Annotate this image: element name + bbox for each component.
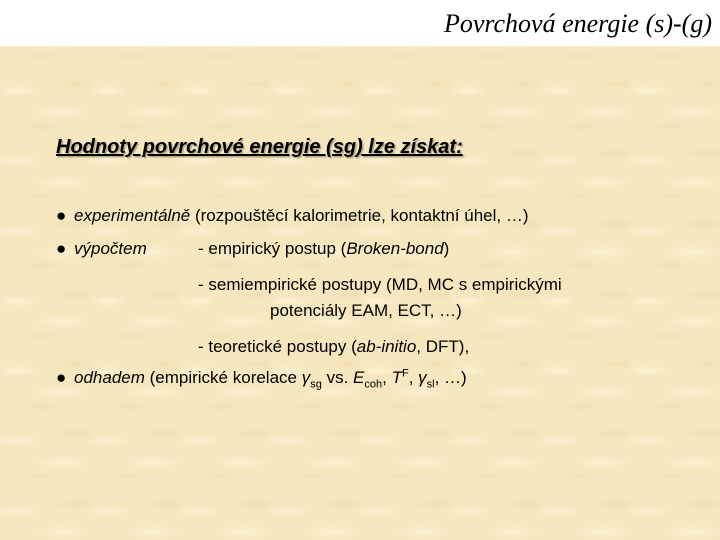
theory-prefix: - teoretické postupy ( — [198, 337, 357, 356]
temperature-symbol: T — [391, 368, 402, 387]
empirical-method — [198, 238, 449, 260]
experimental-detail: (rozpouštěcí kalorimetrie, kontaktní úhel, …) — [190, 206, 529, 225]
computational-label: výpočtem — [74, 239, 147, 258]
theory-suffix: , DFT), — [416, 337, 470, 356]
estimate-label: odhadem — [74, 368, 145, 387]
subscript-sl: sl — [426, 378, 435, 391]
gamma-symbol: γ — [418, 368, 427, 387]
subscript-coh: coh — [364, 378, 383, 391]
semiempirical-method-line2: potenciály EAM, ECT, …) — [270, 301, 462, 320]
bullet-computational — [56, 238, 147, 260]
theory-term: ab-initio — [356, 337, 417, 356]
bullet-icon: ● — [56, 368, 67, 387]
gamma-symbol: γ — [301, 368, 311, 387]
energy-symbol: E — [353, 368, 365, 387]
empirical-term: Broken-bond — [346, 239, 444, 258]
bullet-estimate — [56, 367, 467, 389]
bullet-experimental — [56, 205, 529, 227]
semiempirical-method-line1: - semiempirické postupy (MD, MC s empirickými — [198, 275, 562, 294]
section-heading: Hodnoty povrchové energie (sg) lze získat: — [56, 136, 463, 158]
estimate-tail: , …) — [434, 368, 467, 387]
superscript-f: F — [401, 367, 409, 380]
experimental-label: experimentálně — [74, 206, 191, 225]
slide-title: Povrchová energie (s)-(g) — [443, 9, 712, 38]
empirical-prefix: - empirický postup ( — [198, 239, 347, 258]
bullet-icon: ● — [56, 239, 67, 258]
separator: , — [382, 368, 392, 387]
separator: , — [408, 368, 419, 387]
subscript-sg: sg — [310, 378, 322, 391]
vs-text: vs. — [321, 368, 354, 387]
theoretical-method — [198, 336, 469, 358]
empirical-suffix: ) — [443, 239, 450, 258]
title-bar — [0, 0, 720, 46]
estimate-text: (empirické korelace — [144, 368, 302, 387]
bullet-icon: ● — [56, 206, 67, 225]
